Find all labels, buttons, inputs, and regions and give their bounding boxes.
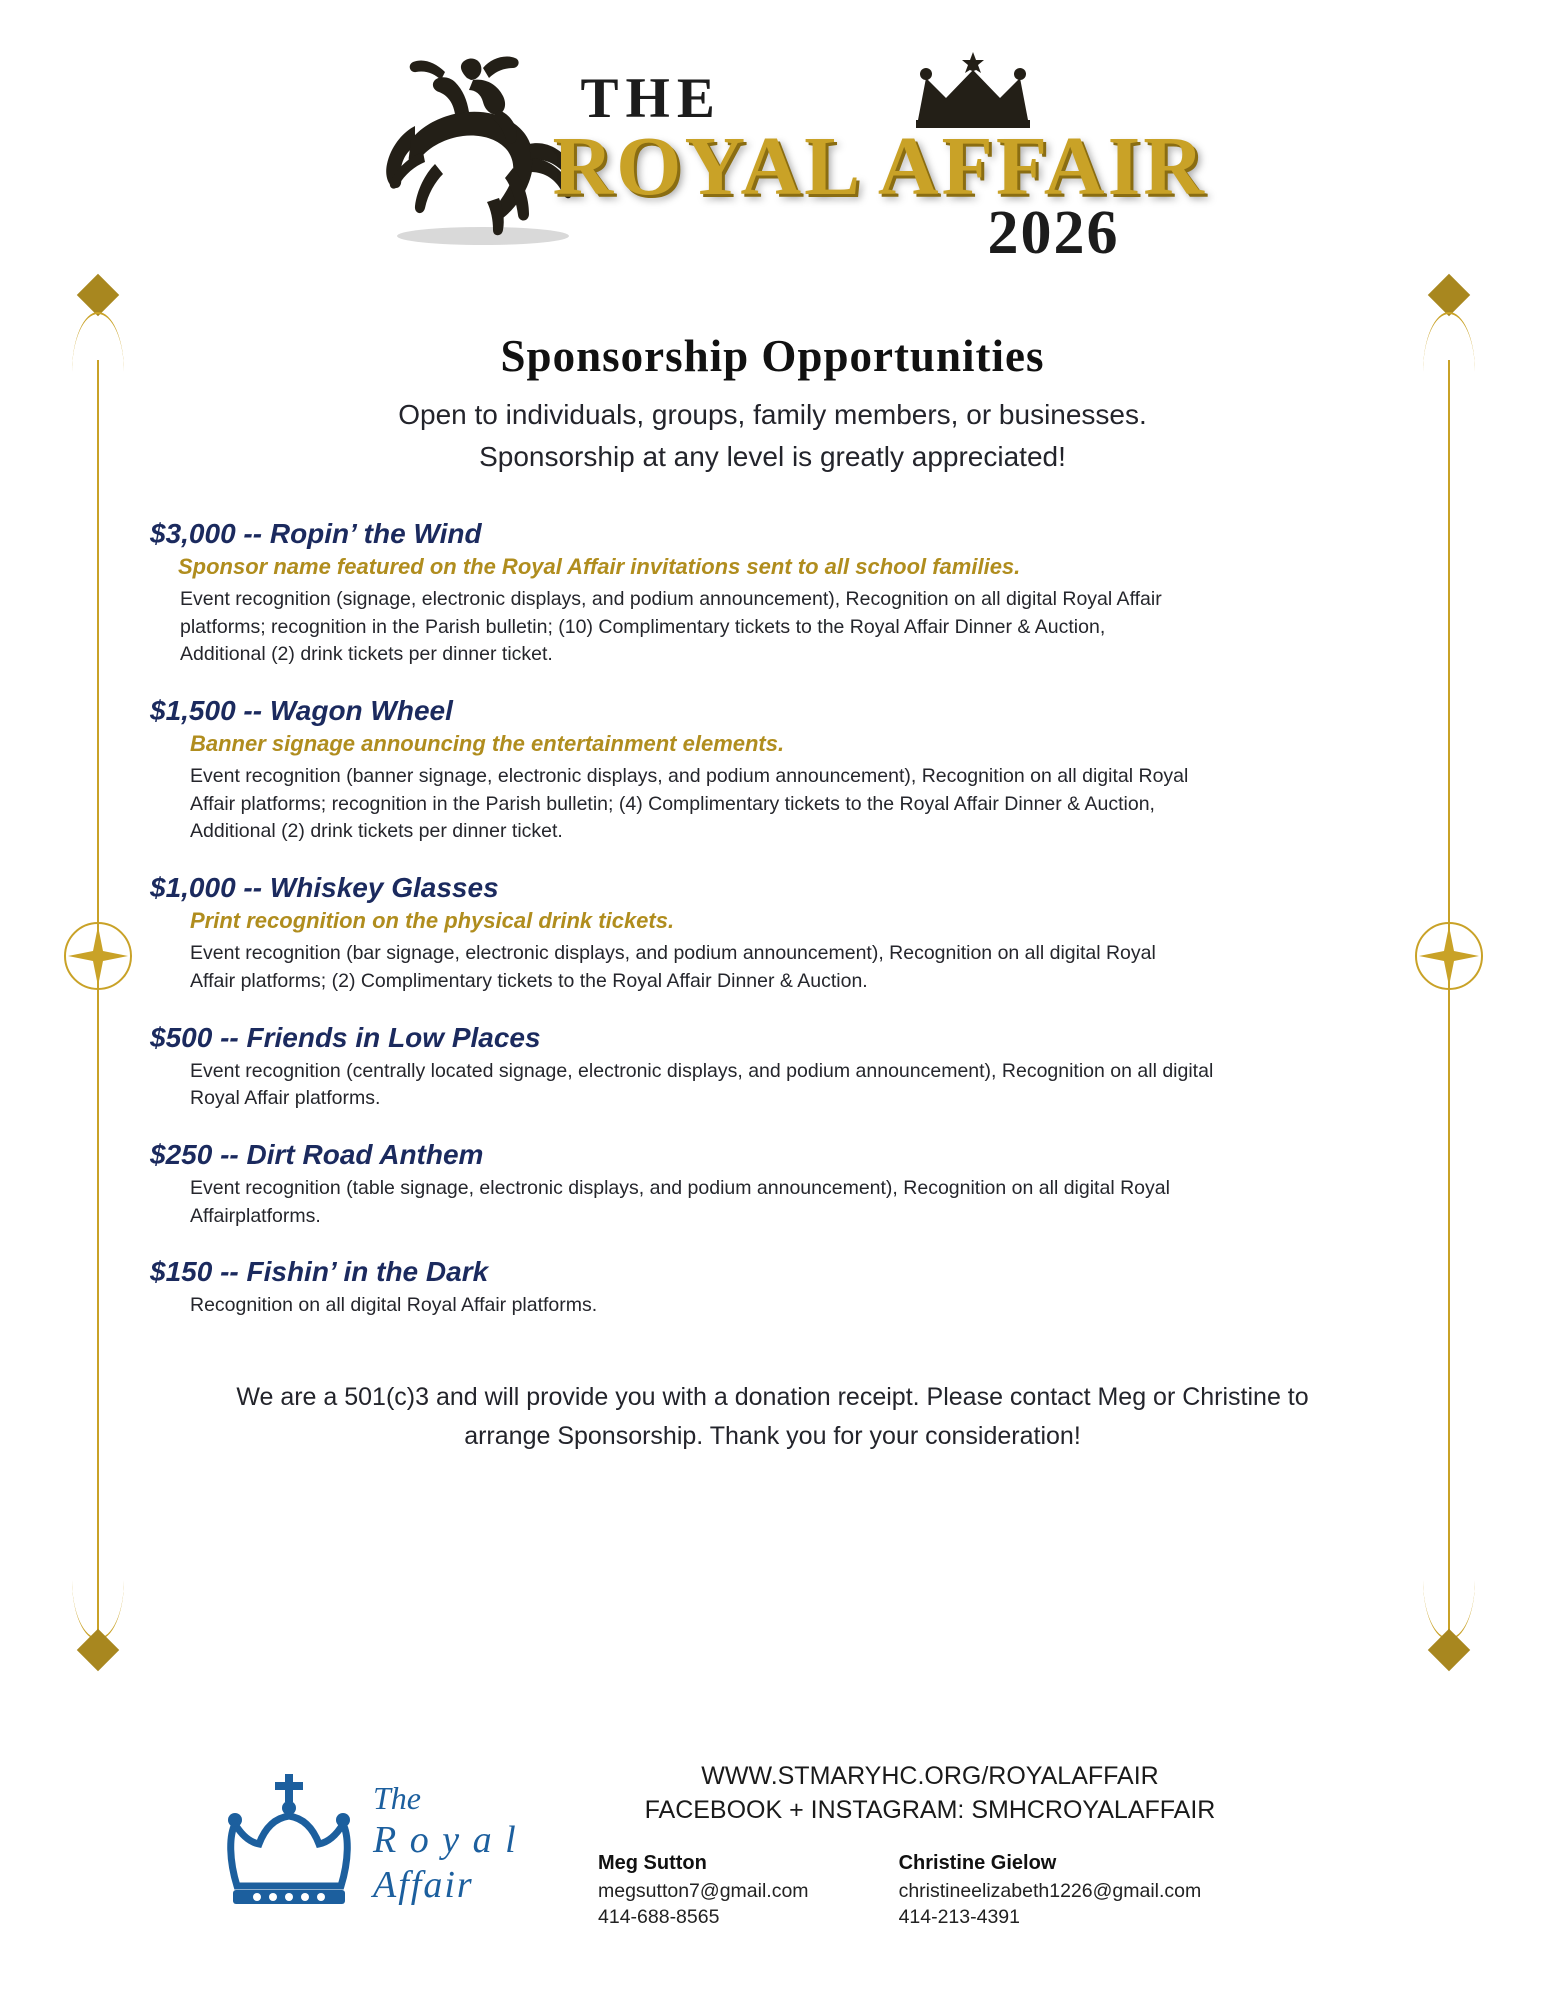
contact-card <box>598 1852 809 1931</box>
document-header <box>0 0 1545 300</box>
contact-name: Meg Sutton <box>598 1852 707 1874</box>
tier-item <box>150 1022 1395 1113</box>
tier-description: Event recognition (banner signage, electronic displays, and podium announcement), Recognition on all digital Royal Affair platforms; recognition in the Parish bulletin; (4) Complimentary tickets to the Royal Affair Dinner & Auction, Additional (2) drink tickets per dinner ticket. <box>190 765 1189 843</box>
page-title: Sponsorship Opportunities <box>500 331 1045 381</box>
tier-title: $250 -- Dirt Road Anthem <box>150 1138 484 1170</box>
tier-item <box>150 872 1395 995</box>
tier-highlight: Sponsor name featured on the Royal Affair invitations sent to all school families. <box>178 554 1021 579</box>
closing-statement: We are a 501(c)3 and will provide you with a donation receipt. Please contact Meg or Christine to arrange Sponsorship. Thank you for your consideration! <box>236 1382 1309 1450</box>
sponsorship-tier-list <box>150 518 1395 1320</box>
tier-title: $1,000 -- Whiskey Glasses <box>150 872 499 904</box>
tier-title: $500 -- Friends in Low Places <box>150 1021 541 1053</box>
footer-links <box>560 1760 1300 1828</box>
tier-item <box>150 1256 1395 1320</box>
logo-the-text: THE <box>580 67 722 130</box>
subtitle-line-2: Sponsorship at any level is greatly appreciated! <box>479 441 1066 472</box>
tier-title: $150 -- Fishin’ in the Dark <box>150 1256 489 1288</box>
royal-affair-logo <box>363 18 1207 278</box>
document-footer <box>0 1730 1545 2000</box>
tier-item <box>150 695 1395 846</box>
crown-icon <box>908 48 1038 128</box>
tier-description: Event recognition (bar signage, electronic displays, and podium announcement), Recognition on all digital Royal Affair platforms; (2) Complimentary tickets to the Royal Affair Dinner & Auction. <box>190 942 1156 992</box>
tier-item <box>150 1139 1395 1230</box>
vertical-rule <box>97 360 99 1640</box>
contact-card <box>899 1852 1202 1931</box>
contact-name: Christine Gielow <box>898 1852 1057 1874</box>
footer-royal-affair-logo <box>215 1758 545 1948</box>
contact-phone[interactable]: 414-688-8565 <box>598 1906 720 1929</box>
tier-item <box>150 518 1395 669</box>
star-burst-icon <box>1413 920 1485 992</box>
tier-title: $3,000 -- Ropin’ the Wind <box>150 518 482 549</box>
logo-main-text: ROYAL AFFAIR <box>552 120 1207 213</box>
crown-icon <box>215 1768 365 1918</box>
star-burst-icon <box>62 920 134 992</box>
tier-highlight: Print recognition on the physical drink tickets. <box>190 908 675 934</box>
contact-email[interactable]: megsutton7@gmail.com <box>598 1880 809 1902</box>
footer-script-line-2: R o y a l <box>373 1818 518 1861</box>
main-content <box>150 330 1395 1455</box>
contact-email[interactable]: christineelizabeth1226@gmail.com <box>898 1880 1202 1902</box>
tier-description: Event recognition (table signage, electronic displays, and podium announcement), Recognition on all digital Royal Affairplatforms. <box>190 1176 1170 1227</box>
tier-description: Event recognition (centrally located signage, electronic displays, and podium announcement), Recognition on all digital Royal Affair platforms. <box>190 1059 1214 1110</box>
contact-phone[interactable]: 414-213-4391 <box>898 1906 1020 1929</box>
footer-script-line-3: Affair <box>373 1863 474 1906</box>
tier-description: Recognition on all digital Royal Affair platforms. <box>190 1294 598 1317</box>
tier-title: $1,500 -- Wagon Wheel <box>150 695 453 727</box>
tier-description: Event recognition (signage, electronic displays, and podium announcement), Recognition on all digital Royal Affair platforms; recognition in the Parish bulletin; (10) Complimentary tickets to the Royal Affair Dinner & Auction, Additional (2) drink tickets per dinner ticket. <box>180 588 1162 666</box>
website-url[interactable]: WWW.STMARYHC.ORG/ROYALAFFAIR <box>701 1762 1159 1790</box>
footer-script-text <box>373 1780 518 1907</box>
diamond-icon <box>1428 1629 1470 1671</box>
diamond-icon <box>77 1629 119 1671</box>
ornament-left <box>42 300 152 1700</box>
social-handles[interactable]: FACEBOOK + INSTAGRAM: SMHCROYALAFFAIR <box>644 1795 1216 1824</box>
contact-list <box>598 1852 1201 1931</box>
subtitle-line-1: Open to individuals, groups, family members, or businesses. <box>398 399 1147 430</box>
vertical-rule <box>1448 360 1450 1640</box>
tier-highlight: Banner signage announcing the entertainment elements. <box>190 731 785 757</box>
footer-script-line-1: The <box>373 1780 421 1816</box>
ornament-right <box>1393 300 1503 1700</box>
logo-year-text: 2026 <box>987 199 1120 267</box>
